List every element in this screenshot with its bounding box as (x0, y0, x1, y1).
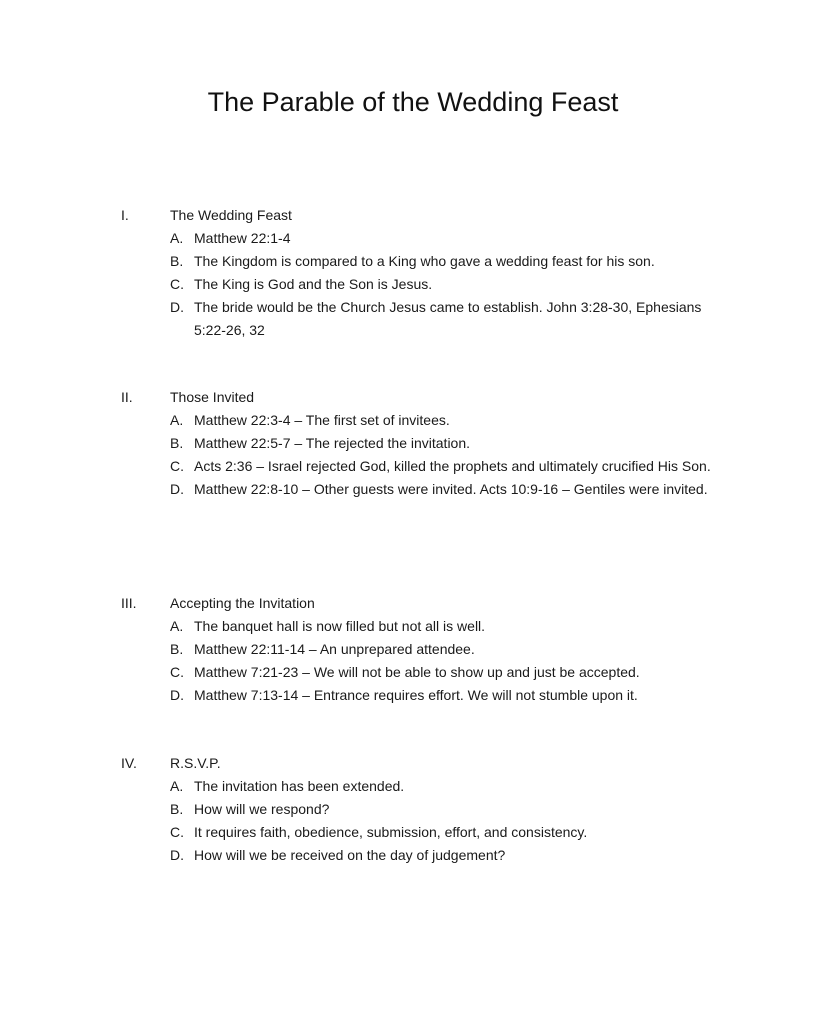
outline-item (0, 273, 826, 296)
item-letter: C. (170, 664, 184, 680)
page-title: The Parable of the Wedding Feast (207, 87, 619, 117)
outline-item (0, 409, 826, 432)
outline-item (0, 250, 826, 273)
outline-item (0, 821, 826, 844)
section-items (0, 615, 826, 707)
outline-section-3 (0, 592, 826, 707)
outline-item (0, 455, 826, 478)
item-text: How will we be received on the day of judgement? (194, 847, 506, 863)
item-letter: C. (170, 458, 184, 474)
section-numeral: IV. (121, 755, 137, 771)
item-letter: A. (170, 778, 184, 794)
section-numeral: II. (121, 389, 133, 405)
outline-item (0, 775, 826, 798)
item-text: Matthew 22:3-4 – The first set of invitees. (194, 412, 450, 428)
section-heading: Those Invited (170, 389, 255, 405)
section-numeral: I. (121, 207, 129, 223)
outline-item (0, 638, 826, 661)
outline-section-2 (0, 386, 826, 501)
section-header (0, 592, 826, 615)
outline-item (0, 432, 826, 455)
item-text: The King is God and the Son is Jesus. (194, 276, 433, 292)
item-text: The Kingdom is compared to a King who gave a wedding feast for his son. (194, 253, 655, 269)
item-text: Matthew 7:21-23 – We will not be able to show up and just be accepted. (194, 664, 640, 680)
outline-section-1 (0, 204, 826, 342)
item-letter: A. (170, 230, 184, 246)
item-letter: D. (170, 481, 184, 497)
item-text: Matthew 22:8-10 – Other guests were invited. Acts 10:9-16 – Gentiles were invited. (194, 481, 708, 497)
outline-item (0, 296, 826, 342)
outline-item (0, 844, 826, 867)
section-header (0, 386, 826, 409)
item-letter: B. (170, 801, 184, 817)
item-text: Matthew 22:11-14 – An unprepared attendee. (194, 641, 475, 657)
item-text: The bride would be the Church Jesus came to establish. John 3:28-30, Ephesians 5:22-26, 32 (194, 299, 702, 338)
item-letter: A. (170, 412, 184, 428)
item-text: Acts 2:36 – Israel rejected God, killed the prophets and ultimately crucified His Son. (194, 458, 711, 474)
item-text: How will we respond? (194, 801, 330, 817)
section-items (0, 409, 826, 501)
item-letter: C. (170, 824, 184, 840)
item-letter: D. (170, 687, 184, 703)
item-letter: B. (170, 435, 184, 451)
section-header (0, 204, 826, 227)
item-text: Matthew 22:5-7 – The rejected the invitation. (194, 435, 471, 451)
outline-item (0, 478, 826, 501)
outline-item (0, 227, 826, 250)
section-heading: The Wedding Feast (170, 207, 292, 223)
item-letter: D. (170, 299, 184, 315)
item-letter: C. (170, 276, 184, 292)
section-items (0, 227, 826, 342)
section-items (0, 775, 826, 867)
section-heading: Accepting the Invitation (170, 595, 315, 611)
outline-item (0, 684, 826, 707)
section-numeral: III. (121, 595, 137, 611)
item-text: It requires faith, obedience, submission, effort, and consistency. (194, 824, 588, 840)
item-letter: D. (170, 847, 184, 863)
item-letter: B. (170, 253, 184, 269)
outline-item (0, 661, 826, 684)
outline-item (0, 615, 826, 638)
outline-item (0, 798, 826, 821)
section-heading: R.S.V.P. (170, 755, 221, 771)
item-text: The invitation has been extended. (194, 778, 405, 794)
item-letter: A. (170, 618, 184, 634)
section-header (0, 752, 826, 775)
item-letter: B. (170, 641, 184, 657)
item-text: Matthew 22:1-4 (194, 230, 291, 246)
item-text: Matthew 7:13-14 – Entrance requires effort. We will not stumble upon it. (194, 687, 638, 703)
item-text: The banquet hall is now filled but not all is well. (194, 618, 486, 634)
outline-section-4 (0, 752, 826, 867)
